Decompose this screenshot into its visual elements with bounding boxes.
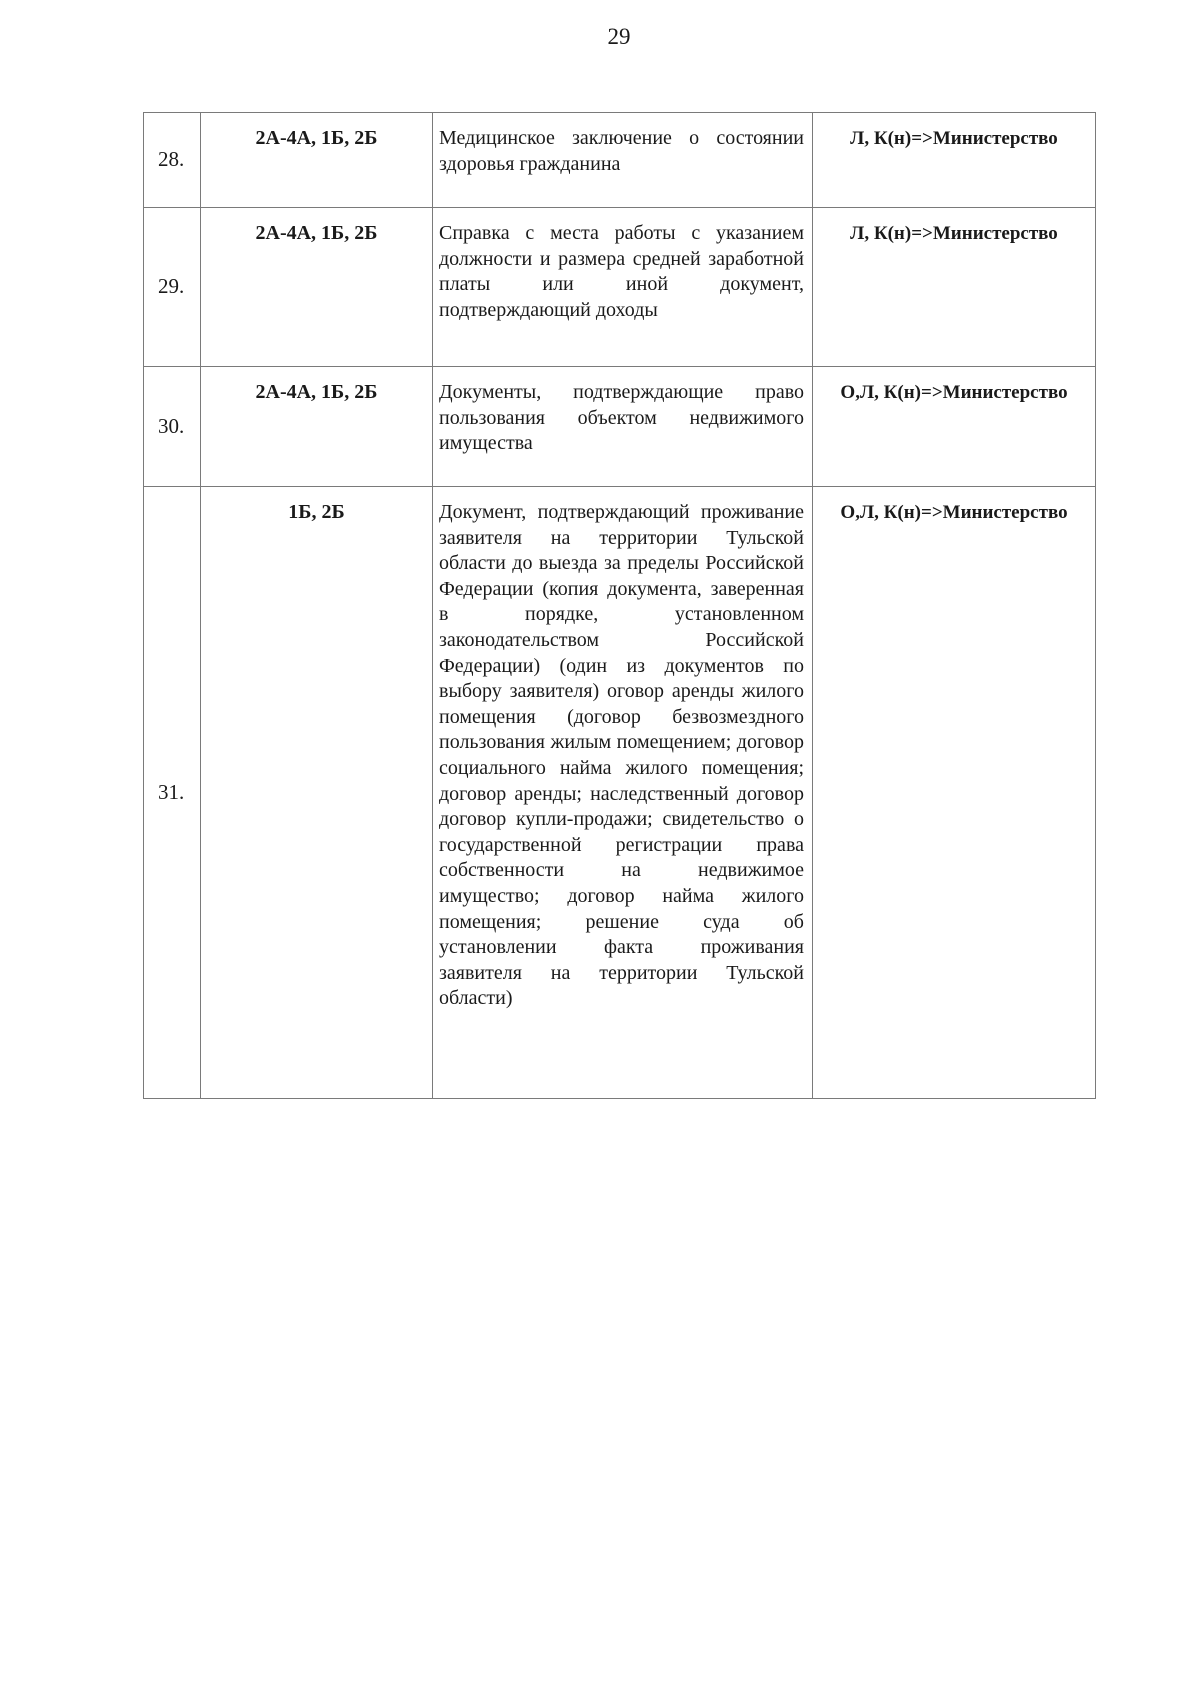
- table-row: [144, 367, 1096, 487]
- document-description: Документы, подтверждающие право пользования объектом недвижимого имущества: [433, 367, 813, 487]
- document-description: Документ, подтверждающий проживание заявителя на территории Тульской области до выезда за пределы Российской Федерации (копия документа, заверенная в порядке, установленном законодательством Российской Федерации) (один из документов по выбору заявителя) оговор аренды жилого помещения (договор безвозмездного пользования жилым помещением; договор социального найма жилого помещения; договор аренды; наследственный договор договор купли-продажи; свидетельство о государственной регистрации права собственности на недвижимое имущество; договор найма жилого помещения; решение суда об установлении факта проживания заявителя на территории Тульской области): [433, 487, 813, 1099]
- applicant-category: 1Б, 2Б: [201, 487, 433, 1099]
- row-number: 29.: [144, 208, 201, 367]
- applicant-category: 2А-4А, 1Б, 2Б: [201, 113, 433, 208]
- document-description: Медицинское заключение о состоянии здоровья гражданина: [433, 113, 813, 208]
- row-number: 31.: [144, 487, 201, 1099]
- row-number: 30.: [144, 367, 201, 487]
- applicant-category: 2А-4А, 1Б, 2Б: [201, 367, 433, 487]
- page-number: 29: [607, 24, 631, 49]
- document-destination: Л, К(н)=>Министерство: [813, 113, 1096, 208]
- document-destination: О,Л, К(н)=>Министерство: [813, 367, 1096, 487]
- documents-table: [143, 112, 1096, 1099]
- table-row: [144, 113, 1096, 208]
- table-row: [144, 487, 1096, 1099]
- applicant-category: 2А-4А, 1Б, 2Б: [201, 208, 433, 367]
- document-destination: О,Л, К(н)=>Министерство: [813, 487, 1096, 1099]
- document-description: Справка с места работы с указанием должности и размера средней заработной платы или иной документ, подтверждающий доходы: [433, 208, 813, 367]
- row-number: 28.: [144, 113, 201, 208]
- document-destination: Л, К(н)=>Министерство: [813, 208, 1096, 367]
- table-row: [144, 208, 1096, 367]
